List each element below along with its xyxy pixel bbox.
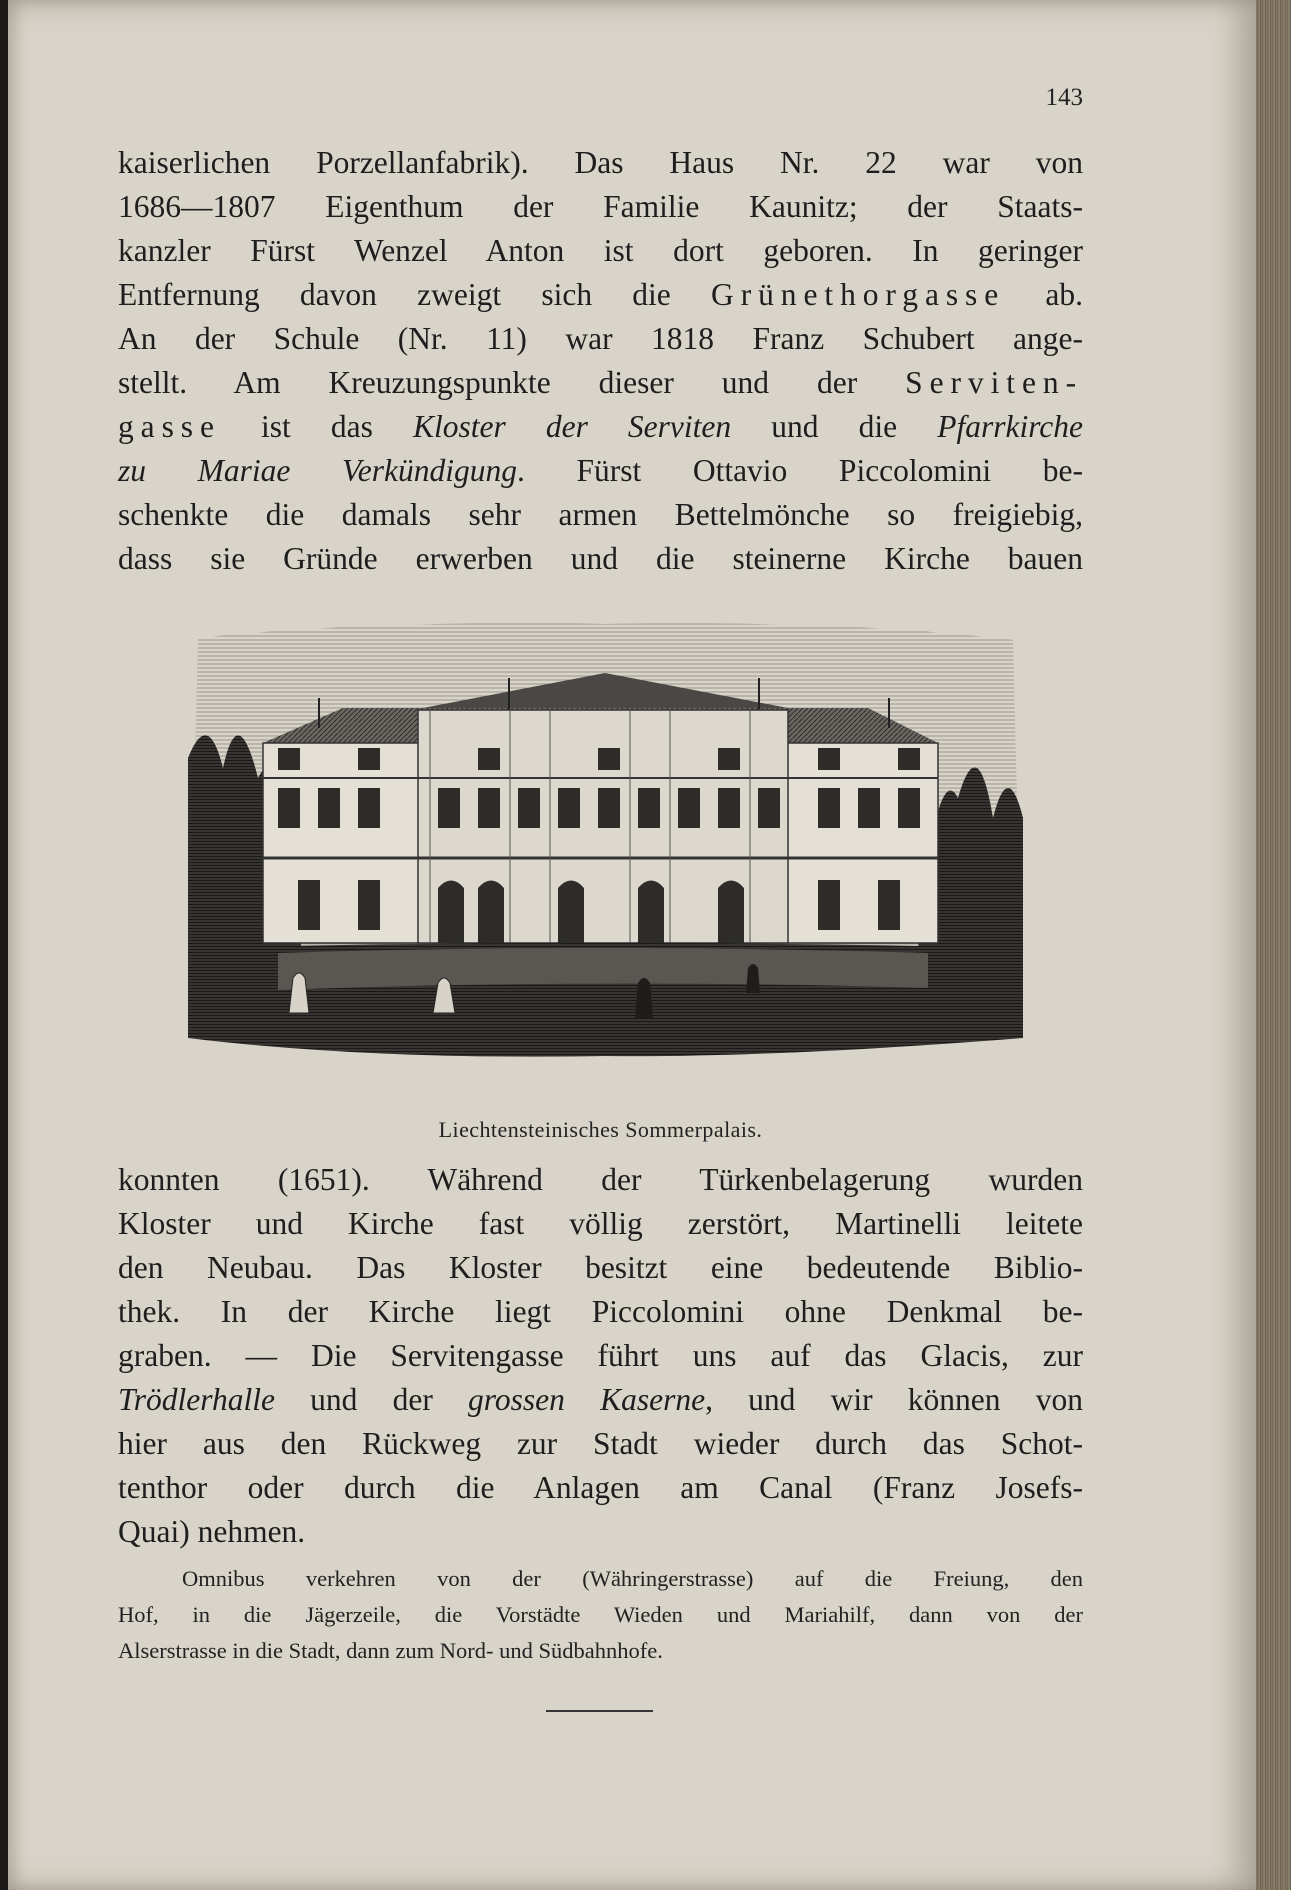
text-line: schenkte die damals sehr armen Bettelmönche so freigiebig, — [118, 497, 1083, 532]
text-line — [118, 1378, 1083, 1422]
text-line — [118, 361, 1083, 405]
spaced-street-name: Grünethorgasse — [711, 277, 1006, 312]
text-line: den Neubau. Das Kloster besitzt eine bedeutende Biblio- — [118, 1250, 1083, 1285]
footnote — [118, 1561, 1083, 1669]
footnote-line: Alserstrasse in die Stadt, dann zum Nord- und Südbahnhofe. — [118, 1638, 663, 1663]
text-line: kaiserlichen Porzellanfabrik). Das Haus Nr. 22 war von — [118, 145, 1083, 180]
end-rule — [546, 1710, 653, 1712]
text-run: und die — [731, 409, 938, 444]
text-line: 1686—1807 Eigenthum der Familie Kaunitz; der Staats- — [118, 189, 1083, 224]
text-run: ist das — [220, 409, 413, 444]
paragraph-2 — [118, 1158, 1083, 1554]
paragraph-1 — [118, 141, 1083, 581]
text-run: ab. — [1005, 277, 1084, 312]
italic-term: Pfarrkirche — [937, 409, 1083, 444]
italic-term: Trödlerhalle — [118, 1382, 275, 1417]
text-line: An der Schule (Nr. 11) war 1818 Franz Schubert ange- — [118, 321, 1083, 356]
text-line: Kloster und Kirche fast völlig zerstört, Martinelli leitete — [118, 1206, 1083, 1241]
palace-engraving — [168, 618, 1043, 1063]
spaced-street-name: Serviten- — [905, 365, 1083, 400]
italic-term: grossen Kaserne — [468, 1382, 706, 1417]
text-run: Entfernung davon zweigt sich die — [118, 277, 712, 312]
text-line: Quai) nehmen. — [118, 1514, 306, 1549]
text-run: stellt. Am Kreuzungspunkte dieser und der — [118, 365, 906, 400]
footnote-line: Omnibus verkehren von der (Währingerstrasse) auf die Freiung, den — [182, 1566, 1083, 1591]
text-line: hier aus den Rückweg zur Stadt wieder durch das Schot- — [118, 1426, 1083, 1461]
text-line: thek. In der Kirche liegt Piccolomini ohne Denkmal be- — [118, 1294, 1083, 1329]
text-line: kanzler Fürst Wenzel Anton ist dort geboren. In geringer — [118, 233, 1083, 268]
text-run: . Fürst Ottavio Piccolomini be- — [516, 453, 1084, 488]
text-run: und der — [274, 1382, 469, 1417]
text-line — [118, 405, 1083, 449]
text-line: konnten (1651). Während der Türkenbelagerung wurden — [118, 1162, 1083, 1197]
page-number: 143 — [1045, 84, 1083, 111]
spaced-street-name: gasse — [118, 409, 221, 444]
book-page — [8, 0, 1256, 1890]
text-run: , und wir können von — [705, 1382, 1083, 1417]
text-line: graben. — Die Servitengasse führt uns auf das Glacis, zur — [118, 1338, 1083, 1373]
book-page-edges — [1256, 0, 1291, 1890]
text-line — [118, 449, 1083, 493]
illustration-caption: Liechtensteinisches Sommerpalais. — [438, 1117, 763, 1142]
text-line: dass sie Gründe erwerben und die steinerne Kirche bauen — [118, 541, 1083, 576]
text-line: tenthor oder durch die Anlagen am Canal (Franz Josefs- — [118, 1470, 1083, 1505]
italic-term: Kloster der Serviten — [412, 409, 732, 444]
text-line — [118, 273, 1083, 317]
footnote-line: Hof, in die Jägerzeile, die Vorstädte Wieden und Mariahilf, dann von der — [118, 1602, 1083, 1627]
italic-term: zu Mariae Verkündigung — [118, 453, 517, 488]
